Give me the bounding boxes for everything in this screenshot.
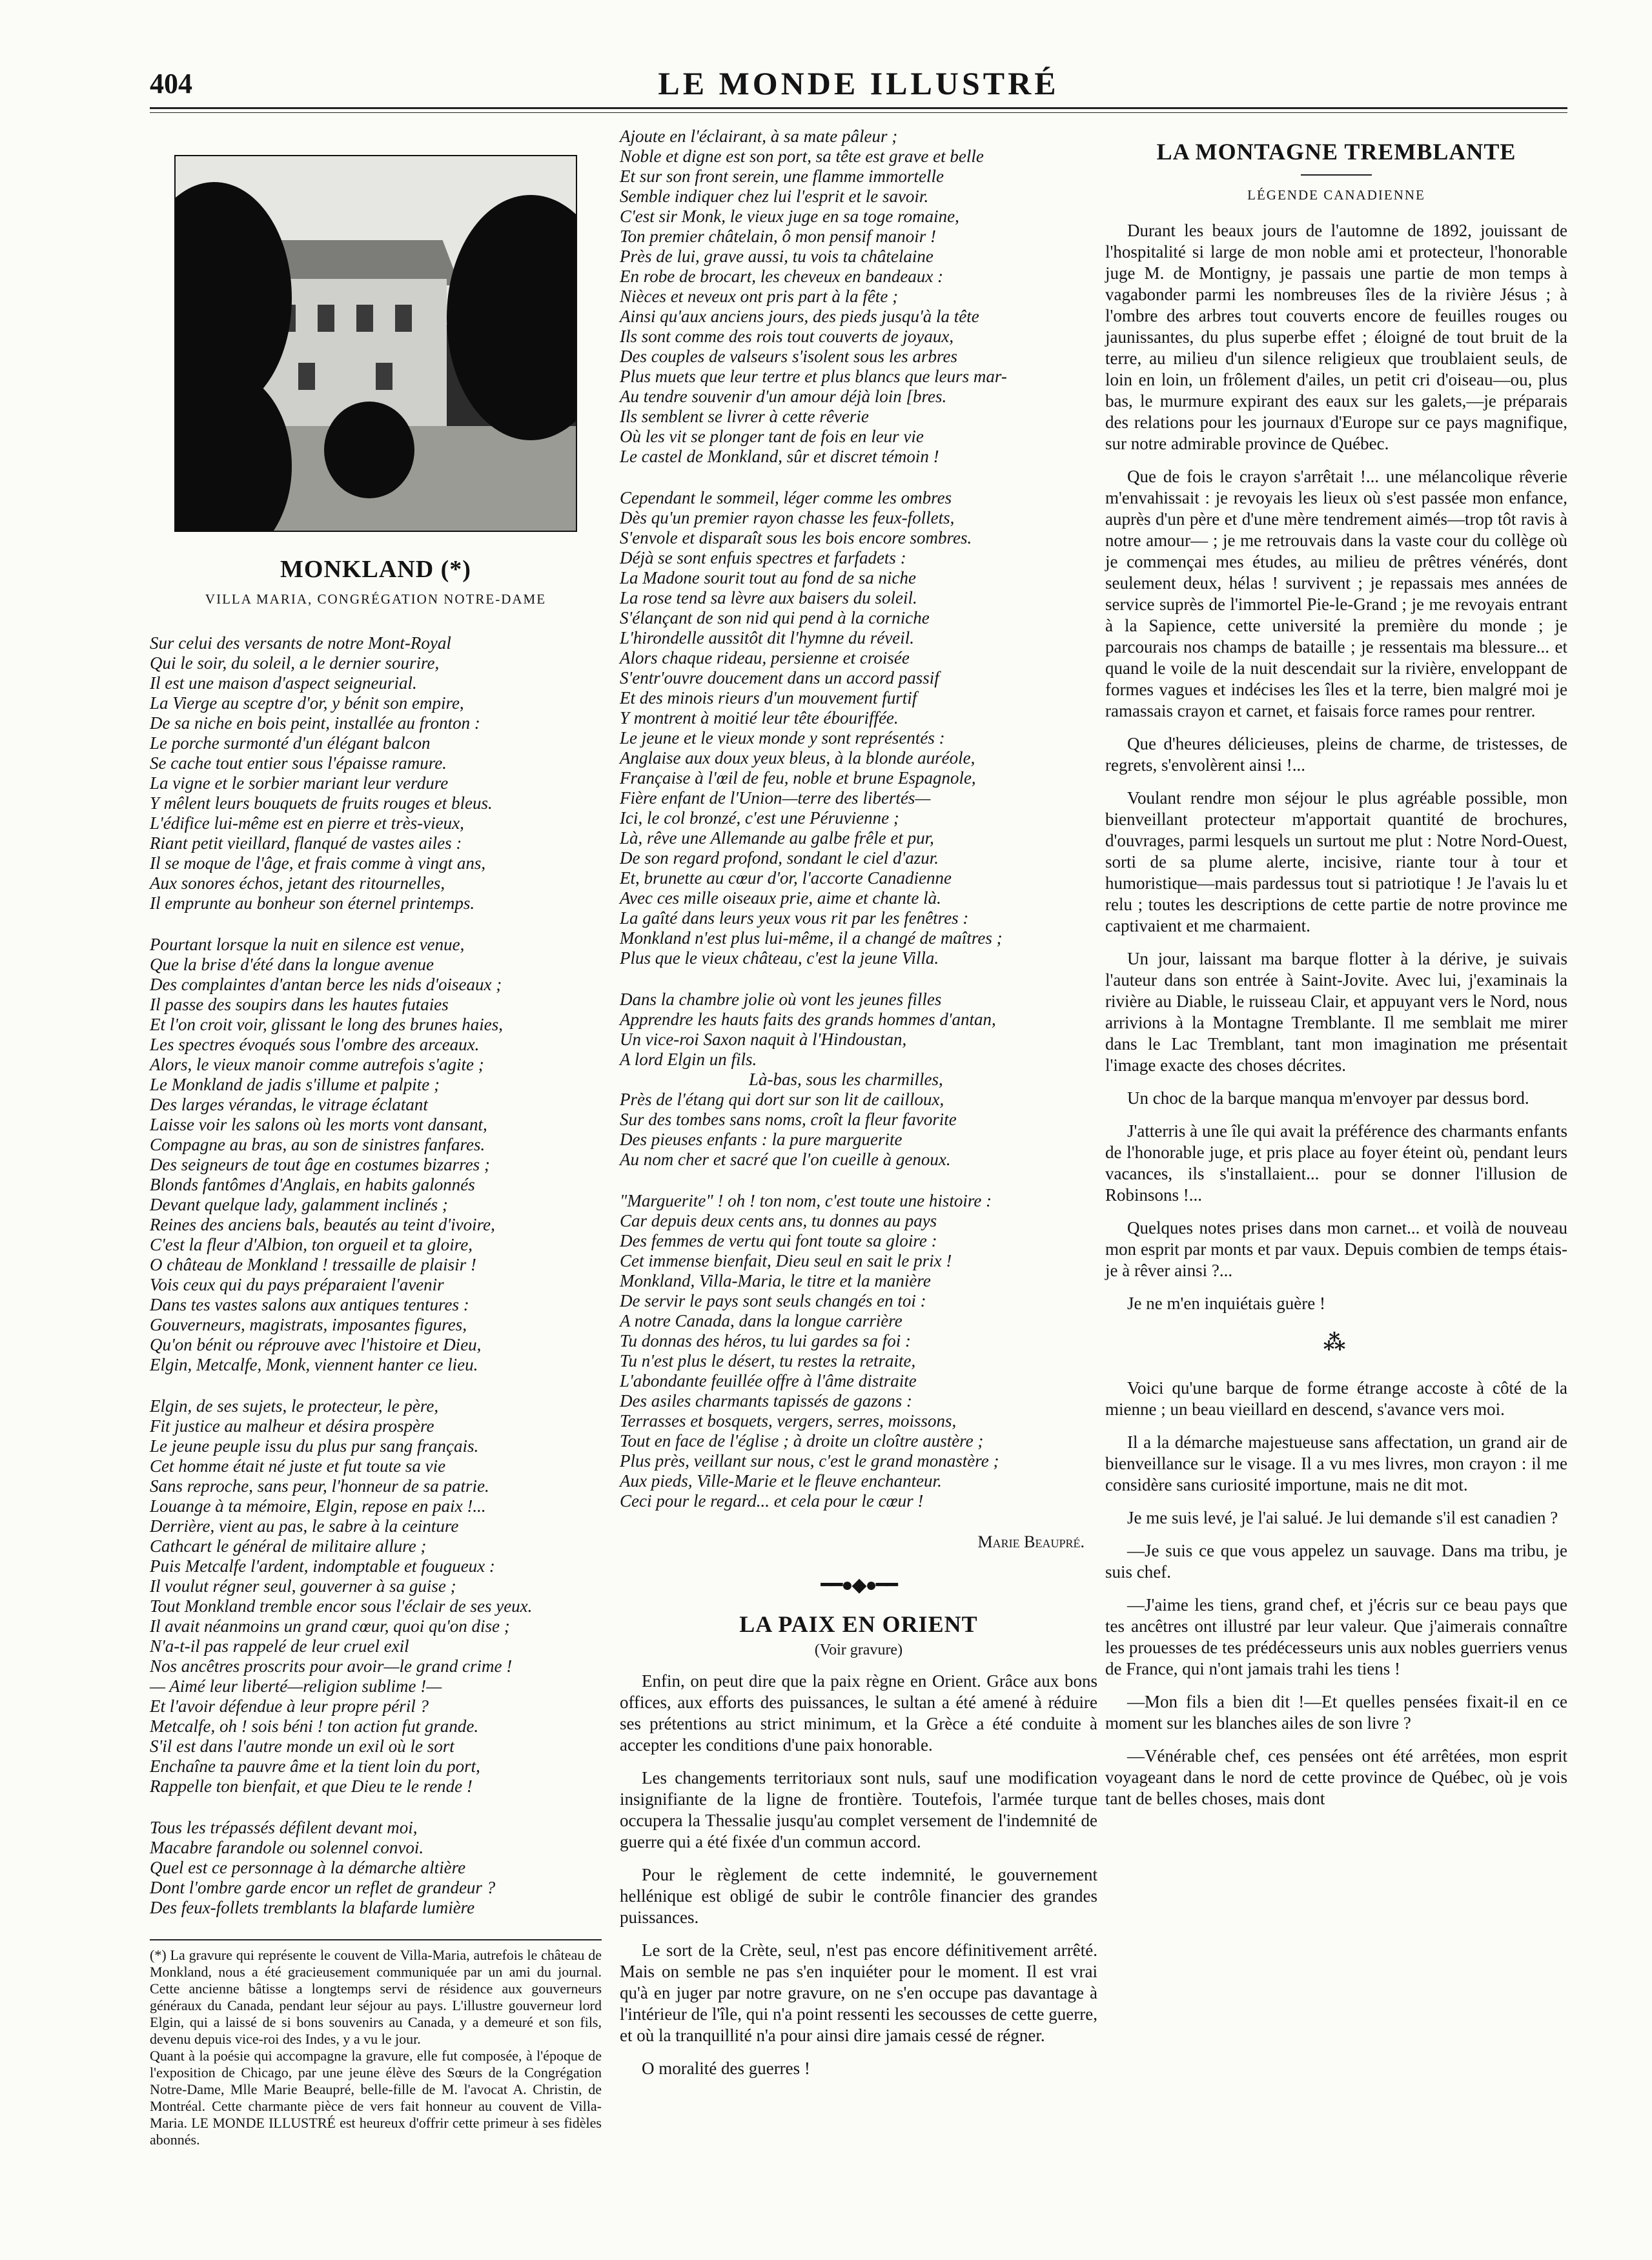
verse-line: Reines des anciens bals, beautés au teint d'ivoire,: [150, 1215, 495, 1234]
verse-line: La vigne et le sorbier mariant leur verdure: [150, 773, 449, 793]
verse-line: Sur celui des versants de notre Mont-Royal: [150, 633, 451, 653]
verse-line: De sa niche en bois peint, installée au fronton :: [150, 713, 480, 733]
poem-monkland-part1: [150, 633, 602, 1918]
verse-line: C'est la fleur d'Albion, ton orgueil et ta gloire,: [150, 1235, 473, 1254]
montagne-paragraph: Voici qu'une barque de forme étrange accoste à côté de la mienne ; un beau vieillard en descend, s'avance vers moi.: [1105, 1378, 1567, 1419]
verse-line: Le castel de Monkland, sûr et discret témoin !: [620, 447, 939, 466]
verse-line: Nièces et neveux ont pris part à la fête ;: [620, 287, 899, 306]
paix-paragraph: Pour le règlement de cette indemnité, le gouvernement hellénique est obligé de subir le contrôle financier des grandes puissances.: [620, 1865, 1097, 1927]
verse-line: Déjà se sont enfuis spectres et farfadets :: [620, 548, 906, 567]
verse-line: Semble indiquer chez lui l'esprit et le savoir.: [620, 187, 929, 206]
verse-line: Dès qu'un premier rayon chasse les feux-follets,: [620, 508, 955, 527]
verse-line: Un vice-roi Saxon naquit à l'Hindoustan,: [620, 1030, 907, 1049]
verse-line: Plus muets que leur tertre et plus blancs que leurs mar-: [620, 367, 1007, 386]
section-stars: ⁂: [1323, 1331, 1350, 1355]
verse-line: "Marguerite" ! oh ! ton nom, c'est toute une histoire :: [620, 1191, 992, 1210]
verse-line: Il est une maison d'aspect seigneurial.: [150, 673, 417, 693]
montagne-paragraph: Je me suis levé, je l'ai salué. Je lui demande s'il est canadien ?: [1127, 1508, 1558, 1527]
verse-line: Plus que le vieux château, c'est la jeune Villa.: [620, 948, 939, 968]
montagne-paragraph: Voulant rendre mon séjour le plus agréable possible, mon bienveillant protecteur m'apportait quantité de brochures, d'ouvrages, parmi lesquels un surtout me plut : Notre Nord-Ouest, sorti de sa plume alerte, incisive, riante tour à tour et humoristique—mais pardessus tout si patriotique ! Je l'avais lu et relu ; toutes les descriptions de cette partie de notre province me captivaient et me charmaient.: [1105, 788, 1567, 935]
verse-line: Des couples de valseurs s'isolent sous les arbres: [620, 347, 957, 366]
verse-line: A lord Elgin un fils.: [620, 1050, 757, 1069]
verse-line: A notre Canada, dans la longue carrière: [620, 1311, 902, 1330]
verse-line: Des larges vérandas, le vitrage éclatant: [150, 1095, 428, 1114]
paix-paragraph: O moralité des guerres !: [642, 2059, 810, 2078]
title-rule: [1301, 174, 1372, 176]
stanza: [150, 633, 602, 913]
verse-line: Au tendre souvenir d'un amour déjà loin [bres.: [620, 387, 947, 406]
verse-line: Des femmes de vertu qui font toute sa gloire :: [620, 1231, 937, 1250]
paix-paragraph: Les changements territoriaux sont nuls, sauf une modification insignifiante de la ligne de frontière. Toutefois, l'armée turque occupera la Thessalie jusqu'au complet versement de l'indemnité de guerre qui a été fixée d'un commun accord.: [620, 1768, 1097, 1851]
verse-line: Et l'avoir défendue à leur propre péril ?: [150, 1696, 429, 1716]
monkland-title: MONKLAND (*): [280, 556, 471, 583]
verse-line: Tu donnas des héros, tu lui gardes sa foi :: [620, 1331, 912, 1350]
verse-line: Et l'on croit voir, glissant le long des brunes haies,: [150, 1015, 504, 1034]
verse-line: L'abondante feuillée offre à l'âme distraite: [620, 1371, 917, 1390]
verse-line: S'envole et disparaît sous les bois encore sombres.: [620, 528, 972, 547]
verse-line: Il voulut régner seul, gouverner à sa guise ;: [150, 1576, 456, 1596]
stanza: [620, 990, 1097, 1170]
verse-line: Riant petit vieillard, flanqué de vastes ailes :: [150, 833, 462, 853]
verse-line: Française à l'œil de feu, noble et brune Espagnole,: [620, 768, 976, 788]
verse-line: Devant quelque lady, galamment inclinés ;: [150, 1195, 448, 1214]
verse-line: Cathcart le général de militaire allure ;: [150, 1536, 427, 1556]
montagne-title: LA MONTAGNE TREMBLANTE: [1156, 139, 1516, 165]
page-header: [150, 65, 1567, 103]
verse-line: Nos ancêtres proscrits pour avoir—le grand crime !: [150, 1656, 513, 1676]
verse-line: Elgin, de ses sujets, le protecteur, le père,: [150, 1396, 439, 1416]
verse-line: Près de lui, grave aussi, tu vois ta châtelaine: [620, 247, 933, 266]
verse-line: Des asiles charmants tapissés de gazons :: [620, 1391, 912, 1410]
monkland-subtitle: VILLA MARIA, CONGRÉGATION NOTRE-DAME: [205, 591, 547, 607]
verse-line: Puis Metcalfe l'ardent, indomptable et fougueux :: [150, 1556, 495, 1576]
verse-line: Laisse voir les salons où les morts vont dansant,: [150, 1115, 487, 1134]
montagne-paragraph: Durant les beaux jours de l'automne de 1892, jouissant de l'hospitalité si large de mon noble ami et protecteur, l'honorable juge M. de Montigny, je passais une partie de mon temps à vagabonder parmi les nombreuses îles de la rivière Jésus ; à l'ombre des arbres tout couverts encore de feuilles rouges ou jaunissantes, du plus superbe effet ; éloigné de tout bruit de la terre, au milieu d'un silence religieux que troublaient seuls, de loin en loin, un frôlement d'ailes, un petit cri d'oiseau—ou, plus bas, le murmure expirant des eaux sur les galets,—je préparais des relations pour les journaux d'Europe sur ce pays magnifique, sur notre admirable province de Québec.: [1105, 221, 1567, 453]
verse-line: Dans la chambre jolie où vont les jeunes filles: [620, 990, 942, 1009]
verse-line: La Vierge au sceptre d'or, y bénit son empire,: [150, 693, 464, 713]
verse-line: Alors, le vieux manoir comme autrefois s'agite ;: [150, 1055, 484, 1074]
verse-line: Alors chaque rideau, persienne et croisée: [620, 648, 910, 667]
montagne-paragraph: Un jour, laissant ma barque flotter à la dérive, je suivais l'auteur dans son entrée à Saint-Jovite. Avec lui, j'examinais la rivière au Diable, le ruisseau Clair, et appuyant vers le Nord, nous arrivions à la Montagne Tremblante. Il me semblait me mirer dans le Lac Tremblant, tant mon imagination me présentait l'image exacte des choses décrites.: [1105, 949, 1567, 1075]
stanza: [150, 935, 602, 1375]
paix-subtitle: (Voir gravure): [814, 1642, 903, 1658]
verse-line: Aux pieds, Ville-Marie et le fleuve enchanteur.: [620, 1471, 942, 1491]
verse-line: Là-bas, sous les charmilles,: [749, 1070, 943, 1089]
footnote-rule: [150, 1939, 602, 1940]
montagne-paragraph: J'atterris à une île qui avait la préférence des charmants enfants de l'honorable juge, et pris place au foyer éteint où, pendant leurs vacances, ils s'installaient... pour se donner l'illusion de Robinsons !...: [1105, 1121, 1567, 1205]
verse-line: Ils sont comme des rois tout couverts de joyaux,: [620, 327, 954, 346]
verse-line: Cependant le sommeil, léger comme les ombres: [620, 488, 952, 507]
verse-line: Le jeune et le vieux monde y sont représentés :: [620, 728, 945, 748]
verse-line: Ici, le col bronzé, c'est une Péruvienne ;: [620, 808, 899, 828]
verse-line: Sans reproche, sans peur, l'honneur de sa patrie.: [150, 1476, 489, 1496]
verse-line: De son regard profond, sondant le ciel d'azur.: [620, 848, 939, 868]
montagne-paragraph: Quelques notes prises dans mon carnet... et voilà de nouveau mon esprit par monts et par vaux. Depuis combien de temps étais-je à rêver ainsi ?...: [1105, 1218, 1567, 1280]
verse-line: La gaîté dans leurs yeux vous rit par les fenêtres :: [620, 908, 969, 928]
montagne-paragraph: —Vénérable chef, ces pensées ont été arrêtées, mon esprit voyageant dans le nord de cette province de Québec, où je vois tant de belles choses, mais dont: [1105, 1746, 1567, 1808]
verse-line: Ton premier châtelain, ô mon pensif manoir !: [620, 227, 936, 246]
verse-line: Compagne au bras, au son de sinistres fanfares.: [150, 1135, 485, 1154]
verse-line: Sur des tombes sans noms, croît la fleur favorite: [620, 1110, 957, 1129]
section-ornament: ━━●◆●━━: [821, 1574, 897, 1596]
verse-line: Il passe des soupirs dans les hautes futaies: [150, 995, 449, 1014]
verse-line: Quel est ce personnage à la démarche altière: [150, 1858, 466, 1877]
verse-line: En robe de brocart, les cheveux en bandeaux :: [620, 267, 944, 286]
verse-line: Tout en face de l'église ; à droite un cloître austère ;: [620, 1431, 984, 1451]
header-rule-thin: [150, 112, 1567, 113]
verse-line: Ils semblent se livrer à cette rêverie: [620, 407, 869, 426]
paix-title: LA PAIX EN ORIENT: [739, 1611, 978, 1637]
verse-line: Des complaintes d'antan berce les nids d'oiseaux ;: [150, 975, 502, 994]
verse-line: Qu'on bénit ou réprouve avec l'histoire et Dieu,: [150, 1335, 482, 1354]
verse-line: Le jeune peuple issu du plus pur sang français.: [150, 1436, 479, 1456]
journal-title: LE MONDE ILLUSTRÉ: [658, 65, 1059, 101]
monkland-photo: [174, 155, 577, 532]
stanza: [620, 488, 1097, 968]
verse-line: Noble et digne est son port, sa tête est grave et belle: [620, 147, 984, 166]
poem-monkland-part2: [620, 127, 1097, 1511]
verse-line: Car depuis deux cents ans, tu donnes au pays: [620, 1211, 937, 1230]
verse-line: — Aimé leur liberté—religion sublime !—: [150, 1676, 442, 1696]
verse-line: O château de Monkland ! tressaille de plaisir !: [150, 1255, 476, 1274]
verse-line: Où les vit se plonger tant de fois en leur vie: [620, 427, 924, 446]
verse-line: Et, brunette au cœur d'or, l'accorte Canadienne: [620, 868, 952, 888]
footnote-paragraph: Quant à la poésie qui accompagne la gravure, elle fut composée, à l'époque de l'exposition de Chicago, par une jeune élève des Sœurs de la Congrégation Notre-Dame, Mlle Marie Beaupré, belle-fille de M. l'avocat A. Christin, de Montréal. Cette charmante pièce de vers fait honneur au couvent de Villa-Maria. LE MONDE ILLUSTRÉ est heureux d'offrir cette primeur à ses fidèles abonnés.: [150, 2048, 602, 2148]
verse-line: Il se moque de l'âge, et frais comme à vingt ans,: [150, 853, 486, 873]
stanza: [620, 127, 1097, 467]
column-right: [1105, 127, 1567, 1821]
verse-line: Derrière, vient au pas, le sabre à la ceinture: [150, 1516, 459, 1536]
montagne-paragraph: Que d'heures délicieuses, pleins de charme, de tristesses, de regrets, s'envolèrent ainsi !...: [1105, 734, 1567, 775]
montagne-paragraph: —Mon fils a bien dit !—Et quelles pensées fixait-il en ce moment sur les blanches ailes de son livre ?: [1105, 1692, 1567, 1733]
verse-line: L'édifice lui-même est en pierre et très-vieux,: [150, 813, 464, 833]
verse-line: Que la brise d'été dans la longue avenue: [150, 955, 434, 974]
verse-line: Gouverneurs, magistrats, imposantes figures,: [150, 1315, 467, 1334]
verse-line: Des seigneurs de tout âge en costumes bizarres ;: [150, 1155, 490, 1174]
verse-line: Dont l'ombre garde encor un reflet de grandeur ?: [150, 1878, 496, 1897]
montagne-article-part1: [1105, 220, 1567, 1314]
verse-line: La rose tend sa lèvre aux baisers du soleil.: [620, 588, 917, 607]
montagne-paragraph: —Je suis ce que vous appelez un sauvage. Dans ma tribu, je suis chef.: [1105, 1541, 1567, 1582]
stanza: [150, 1818, 602, 1918]
paix-paragraph: Enfin, on peut dire que la paix règne en Orient. Grâce aux bons offices, aux efforts des puissances, le sultan a été amené à réduire ses prétentions au strict minimum, et la Grèce a été conduite à accepter les conditions d'une paix honorable.: [620, 1671, 1097, 1755]
montagne-paragraph: —J'aime les tiens, grand chef, et j'écris sur ce beau pays que tes ancêtres ont illustré par leur valeur. Que j'aimerais connaître les prouesses de tes prédécesseurs unis aux nobles guerriers venus de France, qui n'ont jamais trahi les tiens !: [1105, 1595, 1567, 1678]
verse-line: Macabre farandole ou solennel convoi.: [150, 1838, 424, 1857]
verse-line: Monkland n'est plus lui-même, il a changé de maîtres ;: [620, 928, 1003, 948]
verse-line: Là, rêve une Allemande au galbe frêle et pur,: [620, 828, 934, 848]
montagne-paragraph: Je ne m'en inquiétais guère !: [1127, 1294, 1326, 1313]
verse-line: Le porche surmonté d'un élégant balcon: [150, 733, 431, 753]
verse-line: Les spectres évoqués sous l'ombre des arceaux.: [150, 1035, 480, 1054]
verse-line: Plus près, veillant sur nous, c'est le grand monastère ;: [620, 1451, 999, 1471]
verse-line: Monkland, Villa-Maria, le titre et la manière: [620, 1271, 931, 1290]
montagne-subtitle: LÉGENDE CANADIENNE: [1247, 187, 1425, 203]
montagne-article-part2: [1105, 1378, 1567, 1809]
verse-line: S'entr'ouvre doucement dans un accord passif: [620, 668, 939, 687]
verse-line: Pourtant lorsque la nuit en silence est venue,: [150, 935, 465, 954]
verse-line: Qui le soir, du soleil, a le dernier sourire,: [150, 653, 440, 673]
verse-line: Au nom cher et sacré que l'on cueille à genoux.: [620, 1150, 951, 1169]
montagne-paragraph: Que de fois le crayon s'arrêtait !... une mélancolique rêverie m'envahissait : je revoyais les lieux où s'est passée mon enfance, auprès d'un père et d'une mère tendrement aimés—trop tôt ravis à notre amour— ; je me retrouvais dans la vaste cour du collège où je commençai mes études, au milieu de prêtres vénérés, dont seulement deux, hélas ! survivent ; je repassais mes années de service suprès de l'immortel Pie-le-Grand ; je me revoyais entrant à la Sapience, cette université la première du monde ; je parcourais nos champs de bataille ; je ressentais ma blessure... et quand le voile de la nuit descendait sur la rivière, enveloppant de formes vagues et indécises les îles et la terre, bien malgré moi je ramassais crayon et carnet, et faisais force rames pour rentrer.: [1105, 467, 1567, 720]
verse-line: Se cache tout entier sous l'épaisse ramure.: [150, 753, 447, 773]
paix-article: [620, 1671, 1097, 2079]
verse-line: Apprendre les hauts faits des grands hommes d'antan,: [620, 1010, 996, 1029]
verse-line: Rappelle ton bienfait, et que Dieu te le rende !: [150, 1776, 473, 1796]
verse-line: Ainsi qu'aux anciens jours, des pieds jusqu'à la tête: [620, 307, 979, 326]
verse-line: De servir le pays sont seuls changés en toi :: [620, 1291, 926, 1310]
verse-line: Tout Monkland tremble encor sous l'éclair de ses yeux.: [150, 1596, 533, 1616]
verse-line: La Madone sourit tout au fond de sa niche: [620, 568, 916, 587]
verse-line: Louange à ta mémoire, Elgin, repose en paix !...: [150, 1496, 486, 1516]
verse-line: Ceci pour le regard... et cela pour le cœur !: [620, 1491, 924, 1511]
stanza: [620, 1191, 1097, 1511]
verse-line: S'il est dans l'autre monde un exil où le sort: [150, 1736, 454, 1756]
paix-paragraph: Le sort de la Crète, seul, n'est pas encore définitivement arrêté. Mais on semble ne pas s'en inquiéter pour le moment. Il est vrai qu'à en juger par notre gravure, on ne s'en occupe pas davantage à l'intérieur de l'île, qui n'a point ressenti les secousses de cette guerre, et où la tranquillité n'a pour ainsi dire jamais cessé de régner.: [620, 1940, 1097, 2045]
verse-line: Il emprunte au bonheur son éternel printemps.: [150, 893, 475, 913]
verse-line: Des feux-follets tremblants la blafarde lumière: [150, 1898, 475, 1917]
column-middle: [620, 127, 1097, 2091]
verse-line: Cet homme était né juste et fut toute sa vie: [150, 1456, 446, 1476]
column-left: [150, 127, 602, 2148]
stanza: [150, 1396, 602, 1797]
header-rule-thick: [150, 107, 1567, 109]
verse-line: Terrasses et bosquets, vergers, serres, moissons,: [620, 1411, 957, 1430]
verse-line: Y montrent à moitié leur tête ébouriffée.: [620, 708, 899, 728]
footnote: [150, 1947, 602, 2148]
verse-line: Fit justice au malheur et désira prospère: [150, 1416, 434, 1436]
poem-signature: Marie Beaupré.: [977, 1532, 1085, 1551]
verse-line: C'est sir Monk, le vieux juge en sa toge romaine,: [620, 207, 959, 226]
page-number: 404: [150, 68, 192, 99]
verse-line: Vois ceux qui du pays préparaient l'avenir: [150, 1275, 444, 1294]
footnote-paragraph: (*) La gravure qui représente le couvent de Villa-Maria, autrefois le château de Monkland, nous a été gracieusement communiquée par un ami du journal. Cette ancienne bâtisse a longtemps servi de résidence aux gouverneurs généraux du Canada, pendant leur séjour au pays. L'illustre gouverneur lord Elgin, qui a laissé de si bons souvenirs au Canada, y a demeuré et son fils, devenu depuis vice-roi des Indes, y a vu le jour.: [150, 1947, 602, 2047]
verse-line: Tous les trépassés défilent devant moi,: [150, 1818, 418, 1837]
verse-line: Avec ces mille oiseaux prie, aime et chante là.: [620, 888, 941, 908]
montagne-paragraph: Il a la démarche majestueuse sans affectation, un grand air de bienveillance sur le visage. Il a vu mes livres, mon crayon : il me considère sans curiosité importune, mais ne dit mot.: [1105, 1432, 1567, 1494]
verse-line: Dans tes vastes salons aux antiques tentures :: [150, 1295, 469, 1314]
verse-line: Et des minois rieurs d'un mouvement furtif: [620, 688, 917, 708]
verse-line: Enchaîne ta pauvre âme et la tient loin du port,: [150, 1756, 480, 1776]
verse-line: Metcalfe, oh ! sois béni ! ton action fut grande.: [150, 1716, 479, 1736]
verse-line: Près de l'étang qui dort sur son lit de cailloux,: [620, 1090, 944, 1109]
verse-line: Aux sonores échos, jetant des ritournelles,: [150, 873, 445, 893]
verse-line: Le Monkland de jadis s'illume et palpite ;: [150, 1075, 440, 1094]
verse-line: Anglaise aux doux yeux bleus, à la blonde auréole,: [620, 748, 975, 768]
verse-line: Tu n'est plus le désert, tu restes la retraite,: [620, 1351, 916, 1370]
montagne-paragraph: Un choc de la barque manqua m'envoyer par dessus bord.: [1127, 1088, 1529, 1108]
verse-line: L'hirondelle aussitôt dit l'hymne du réveil.: [620, 628, 914, 647]
verse-line: S'élançant de son nid qui pend à la corniche: [620, 608, 930, 627]
verse-line: Et sur son front serein, une flamme immortelle: [620, 167, 944, 186]
verse-line: Ajoute en l'éclairant, à sa mate pâleur ;: [620, 127, 898, 146]
verse-line: N'a-t-il pas rappelé de leur cruel exil: [150, 1636, 409, 1656]
verse-line: Elgin, Metcalfe, Monk, viennent hanter ce lieu.: [150, 1355, 478, 1374]
verse-line: Cet immense bienfait, Dieu seul en sait le prix !: [620, 1251, 952, 1270]
verse-line: Des pieuses enfants : la pure marguerite: [620, 1130, 902, 1149]
verse-line: Il avait néanmoins un grand cœur, quoi qu'on dise ;: [150, 1616, 510, 1636]
verse-line: Blonds fantômes d'Anglais, en habits galonnés: [150, 1175, 475, 1194]
verse-line: Fière enfant de l'Union—terre des libertés—: [620, 788, 931, 808]
verse-line: Y mêlent leurs bouquets de fruits rouges et bleus.: [150, 793, 493, 813]
